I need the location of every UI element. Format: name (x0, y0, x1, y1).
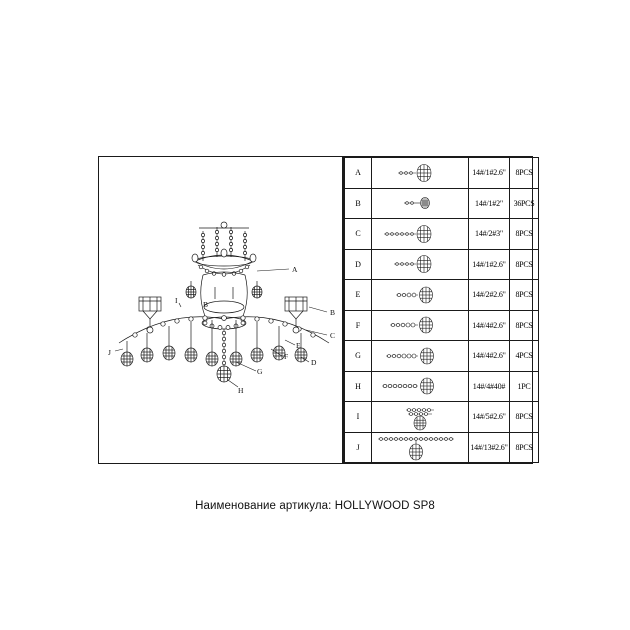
table-row (345, 432, 539, 463)
part-spec: 14#/13#2.6" (469, 432, 510, 463)
part-key: D (345, 249, 372, 280)
part-key: F (345, 310, 372, 341)
part-qty: 8PCS (510, 249, 539, 280)
part-key: I (345, 402, 372, 433)
table-row (345, 371, 539, 402)
part-key: J (345, 432, 372, 463)
callout-b-right: B (330, 308, 336, 317)
part-key: C (345, 219, 372, 250)
part-qty: 36PCS (510, 188, 539, 219)
callout-c: C (330, 331, 336, 340)
part-spec: 14#/4#2.6" (469, 310, 510, 341)
part-preview-bead-strand-medium (372, 310, 469, 341)
part-spec: 14#/2#3" (469, 219, 510, 250)
callout-h: H (238, 386, 244, 395)
part-spec: 14#/1#2.6" (469, 158, 510, 189)
part-preview-chain-ball-pendant (372, 249, 469, 280)
callout-e: E (296, 341, 301, 350)
part-qty: 8PCS (510, 310, 539, 341)
part-key: E (345, 280, 372, 311)
part-preview-straight-bead-bar (372, 371, 469, 402)
part-key: B (345, 188, 372, 219)
diagram-frame (98, 156, 343, 464)
part-preview-long-bead-garland (372, 432, 469, 463)
part-spec: 14#/2#2.6" (469, 280, 510, 311)
table-row (345, 158, 539, 189)
table-row (345, 280, 539, 311)
part-preview-long-chain-ball (372, 219, 469, 250)
part-key: A (345, 158, 372, 189)
part-qty: 8PCS (510, 158, 539, 189)
part-qty: 8PCS (510, 219, 539, 250)
part-spec: 14#/1#2.6" (469, 249, 510, 280)
callout-a: A (292, 265, 298, 274)
right-candle-arm (285, 297, 307, 333)
table-row (345, 188, 539, 219)
callout-f: F (284, 352, 289, 361)
callout-g: G (257, 367, 263, 376)
part-spec: 14#/1#2" (469, 188, 510, 219)
part-preview-bead-strand-long (372, 341, 469, 372)
callout-i: I (175, 296, 178, 305)
part-key: H (345, 371, 372, 402)
callout-j: J (108, 348, 111, 357)
parts-table (343, 156, 533, 464)
part-key: G (345, 341, 372, 372)
chandelier-drawing (99, 157, 344, 465)
part-spec: 14#/4#2.6" (469, 341, 510, 372)
part-preview-double-row-cluster (372, 402, 469, 433)
part-qty: 1PC (510, 371, 539, 402)
part-qty: 8PCS (510, 402, 539, 433)
table-row (345, 219, 539, 250)
part-qty: 4PCS (510, 341, 539, 372)
left-candle-arm (139, 297, 161, 333)
article-caption: Наименование артикула: HOLLYWOOD SP8 (195, 500, 435, 512)
part-qty: 8PCS (510, 432, 539, 463)
part-spec: 14#/5#2.6" (469, 402, 510, 433)
part-preview-small-bead-pendant (372, 188, 469, 219)
callout-b-center: B (203, 300, 209, 309)
part-preview-bead-strand-small (372, 280, 469, 311)
part-preview-crystal-ball-pendant (372, 158, 469, 189)
callout-d: D (311, 358, 317, 367)
table-row (345, 341, 539, 372)
part-qty: 8PCS (510, 280, 539, 311)
table-row (345, 402, 539, 433)
part-spec: 14#/4#40# (469, 371, 510, 402)
table-row (345, 249, 539, 280)
table-row (345, 310, 539, 341)
